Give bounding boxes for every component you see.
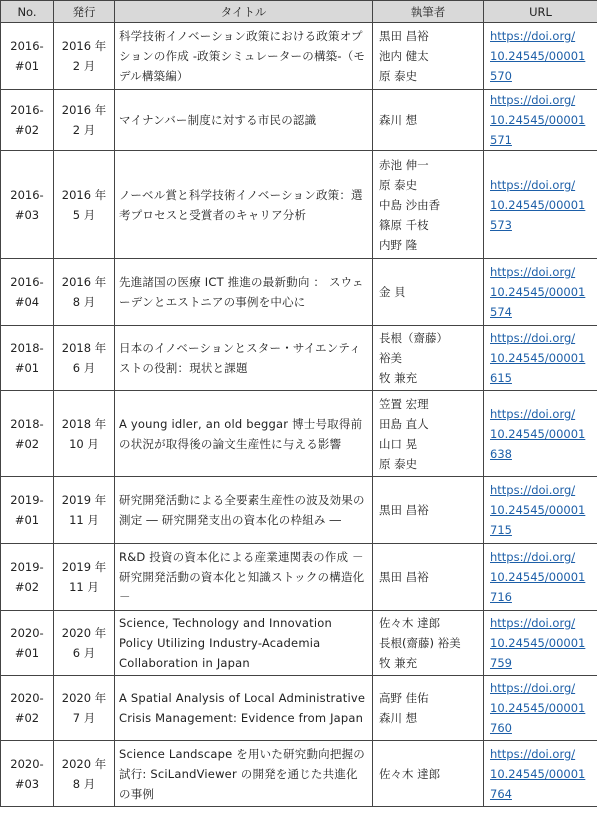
cell-url-line: 10.24545/00001 [490,570,586,584]
cell-authors-line: 高野 佳佑 [379,691,429,705]
cell-authors-line: 笠置 宏理 [379,396,429,411]
cell-date-line: 2016 年 [61,275,107,289]
cell-authors [373,477,484,544]
cell-no-line: 2020- [10,691,44,705]
cell-url-line: https://doi.org/ [490,93,576,107]
cell-authors-line: 内野 隆 [379,237,418,252]
doi-link[interactable] [490,678,593,738]
title-text: 研究開発活動による全要素生産性の波及効果の測定 ― 研究開発支出の資本化の枠組み ― [119,493,365,527]
table-row [1,151,597,259]
cell-url [484,259,597,326]
table-header-row [1,1,597,23]
cell-url-line: 10.24545/00001 [490,701,586,715]
cell-no-line: 2020- [10,756,44,771]
cell-authors-line: 山口 晃 [379,436,418,451]
cell-date [54,151,115,259]
doi-link[interactable] [490,262,593,322]
cell-title [115,90,373,151]
cell-authors [373,326,484,391]
doi-link[interactable] [490,26,593,86]
cell-url [484,611,597,676]
cell-date-line: 2018 年 [61,416,107,431]
table-row [1,259,597,326]
table-body [1,23,597,807]
cell-authors-line: 黒田 昌裕 [379,570,429,584]
table-row [1,90,597,151]
cell-title [115,326,373,391]
title-text: Science, Technology and Innovation Policy Utilizing Industry-Academia Collaboration in Japan [119,616,332,670]
doi-link[interactable] [490,547,593,607]
title-text: A Spatial Analysis of Local Administrative Crisis Management: Evidence from Japan [119,691,366,725]
cell-no-line: 2016- [10,275,44,289]
title-text: 科学技術イノベーション政策における政策オプションの作成 -政策シミュレーターの構築-（モデル構築編） [119,29,366,83]
cell-url [484,477,597,544]
cell-url-line: https://doi.org/ [490,406,576,421]
cell-no-line: #02 [14,123,40,137]
cell-date [54,326,115,391]
cell-no-line: #01 [14,646,40,660]
table-row [1,741,597,807]
cell-date-line: 2 月 [72,123,96,137]
cell-authors [373,611,484,676]
cell-no [1,391,54,477]
cell-no [1,90,54,151]
cell-authors-line: 佐々木 達郎 [379,616,441,630]
cell-url-line: https://doi.org/ [490,177,576,192]
cell-authors-line: 原 泰史 [379,69,418,83]
title-text: A young idler, an old beggar 博士号取得前の状況が取得後の論文生産性に与える影響 [119,416,363,451]
cell-url-line: 10.24545/00001 [490,197,586,212]
cell-date-line: 6 月 [72,361,96,375]
table-row [1,477,597,544]
cell-date-line: 7 月 [72,711,96,725]
cell-authors [373,151,484,259]
cell-url-line: 759 [490,656,512,670]
title-text: ノーベル賞と科学技術イノベーション政策：選考プロセスと受賞者のキャリア分析 [119,187,363,222]
cell-no [1,477,54,544]
cell-date-line: 5 月 [72,207,96,222]
header-date: 発行 [54,1,115,23]
cell-title [115,259,373,326]
cell-no-line: #02 [14,580,40,594]
cell-date-line: 6 月 [72,646,96,660]
cell-url-line: 10.24545/00001 [490,351,586,365]
cell-no-line: 2018- [10,416,44,431]
cell-title [115,741,373,807]
cell-no [1,151,54,259]
table-row [1,676,597,741]
cell-url-line: 615 [490,371,512,385]
cell-no-line: 2016- [10,187,44,202]
cell-no-line: #02 [14,436,40,451]
cell-url [484,741,597,807]
cell-url [484,23,597,90]
cell-date-line: 8 月 [72,776,96,791]
cell-no [1,23,54,90]
cell-authors [373,544,484,611]
cell-no-line: #03 [14,207,40,222]
header-authors: 執筆者 [373,1,484,23]
cell-authors-line: 牧 兼充 [379,656,418,670]
cell-date-line: 11 月 [69,580,99,594]
header-no: No. [1,1,54,23]
cell-no [1,676,54,741]
cell-authors [373,259,484,326]
title-text: マイナンバー制度に対する市民の認識 [119,113,317,127]
cell-authors-line: 篠原 千枝 [379,217,429,232]
cell-url-line: https://doi.org/ [490,483,576,497]
cell-url [484,676,597,741]
cell-no [1,326,54,391]
cell-date [54,544,115,611]
doi-link[interactable] [490,175,593,235]
title-text: R&D 投資の資本化による産業連関表の作成 －研究開発活動の資本化と知識ストックの構造化－ [119,550,365,604]
cell-url-line: 760 [490,721,512,735]
cell-date-line: 10 月 [69,436,99,451]
cell-no-line: #04 [14,295,40,309]
cell-authors [373,90,484,151]
cell-date-line: 8 月 [72,295,96,309]
cell-url-line: https://doi.org/ [490,746,576,761]
cell-url-line: 574 [490,305,512,319]
cell-url-line: 573 [490,217,512,232]
cell-url-line: https://doi.org/ [490,681,576,695]
cell-title [115,23,373,90]
cell-date-line: 2019 年 [61,560,107,574]
cell-title [115,611,373,676]
cell-date [54,391,115,477]
cell-date-line: 2016 年 [61,187,107,202]
cell-date-line: 2019 年 [61,493,107,507]
cell-authors [373,23,484,90]
cell-url-line: 570 [490,69,512,83]
cell-date [54,611,115,676]
cell-url-line: 10.24545/00001 [490,503,586,517]
cell-date-line: 2016 年 [61,39,107,53]
cell-date-line: 2020 年 [61,626,107,640]
cell-authors-line: 金 貝 [379,285,406,299]
doi-link[interactable] [490,744,593,804]
cell-date-line: 2018 年 [61,341,107,355]
cell-no-line: #01 [14,361,40,375]
cell-url [484,391,597,477]
cell-no-line: #01 [14,513,40,527]
cell-no [1,544,54,611]
cell-authors [373,741,484,807]
cell-url-line: https://doi.org/ [490,616,576,630]
doi-link[interactable] [490,480,593,540]
cell-authors-line: 裕美 [379,351,402,365]
cell-no-line: 2020- [10,626,44,640]
cell-date-line: 11 月 [69,513,99,527]
cell-url-line: https://doi.org/ [490,331,576,345]
cell-authors-line: 長根（齋藤） [379,331,448,345]
cell-url-line: https://doi.org/ [490,265,576,279]
cell-url [484,151,597,259]
cell-date-line: 2016 年 [61,103,107,117]
cell-authors-line: 中島 沙由香 [379,197,441,212]
cell-url [484,90,597,151]
cell-no-line: #02 [14,711,40,725]
cell-date-line: 2020 年 [61,691,107,705]
cell-title [115,391,373,477]
cell-authors-line: 池内 健太 [379,49,429,63]
cell-authors [373,676,484,741]
cell-date [54,676,115,741]
cell-url-line: 716 [490,590,512,604]
cell-title [115,477,373,544]
cell-authors-line: 森川 想 [379,711,418,725]
title-text: 先進諸国の医療 ICT 推進の最新動向 ： スウェーデンとエストニアの事例を中心に [119,275,364,309]
table-row [1,544,597,611]
cell-url-line: 638 [490,446,512,461]
cell-date [54,259,115,326]
cell-url [484,544,597,611]
doi-link[interactable] [490,90,593,150]
cell-url-line: https://doi.org/ [490,550,576,564]
cell-authors-line: 原 泰史 [379,456,418,471]
cell-no [1,741,54,807]
cell-title [115,544,373,611]
cell-no [1,259,54,326]
cell-date-line: 2020 年 [61,756,107,771]
cell-no-line: #01 [14,59,40,73]
title-text: Science Landscape を用いた研究動向把握の試行: SciLandViewer の開発を通じた共進化の事例 [119,746,365,801]
cell-url-line: 715 [490,523,512,537]
doi-link[interactable] [490,404,593,464]
table-row [1,611,597,676]
cell-url-line: https://doi.org/ [490,29,576,43]
cell-authors-line: 黒田 昌裕 [379,29,429,43]
cell-no-line: 2018- [10,341,44,355]
cell-no-line: 2016- [10,39,44,53]
doi-link[interactable] [490,613,593,673]
cell-authors-line: 原 泰史 [379,177,418,192]
cell-no [1,611,54,676]
cell-date [54,741,115,807]
cell-no-line: 2016- [10,103,44,117]
cell-url-line: 10.24545/00001 [490,49,586,63]
cell-authors-line: 黒田 昌裕 [379,503,429,517]
cell-authors-line: 佐々木 達郎 [379,766,441,781]
header-title: タイトル [115,1,373,23]
cell-no-line: #03 [14,776,40,791]
cell-no-line: 2019- [10,560,44,574]
doi-link[interactable] [490,328,593,388]
table-row [1,391,597,477]
cell-authors-line: 森川 想 [379,113,418,127]
cell-url [484,326,597,391]
title-text: 日本のイノベーションとスター・サイエンティストの役割：現状と課題 [119,341,361,375]
cell-url-line: 571 [490,133,512,147]
cell-url-line: 10.24545/00001 [490,285,586,299]
cell-authors-line: 赤池 伸一 [379,157,429,172]
cell-date [54,477,115,544]
cell-title [115,151,373,259]
table-row [1,326,597,391]
cell-url-line: 10.24545/00001 [490,766,586,781]
header-url: URL [484,1,597,23]
cell-authors-line: 長根(齋藤) 裕美 [379,636,461,650]
cell-authors-line: 牧 兼充 [379,371,418,385]
cell-no-line: 2019- [10,493,44,507]
cell-date-line: 2 月 [72,59,96,73]
cell-url-line: 10.24545/00001 [490,636,586,650]
cell-url-line: 764 [490,786,512,801]
table-row [1,23,597,90]
cell-authors-line: 田島 直人 [379,416,429,431]
cell-title [115,676,373,741]
cell-date [54,90,115,151]
cell-url-line: 10.24545/00001 [490,426,586,441]
cell-url-line: 10.24545/00001 [490,113,586,127]
cell-date [54,23,115,90]
cell-authors [373,391,484,477]
